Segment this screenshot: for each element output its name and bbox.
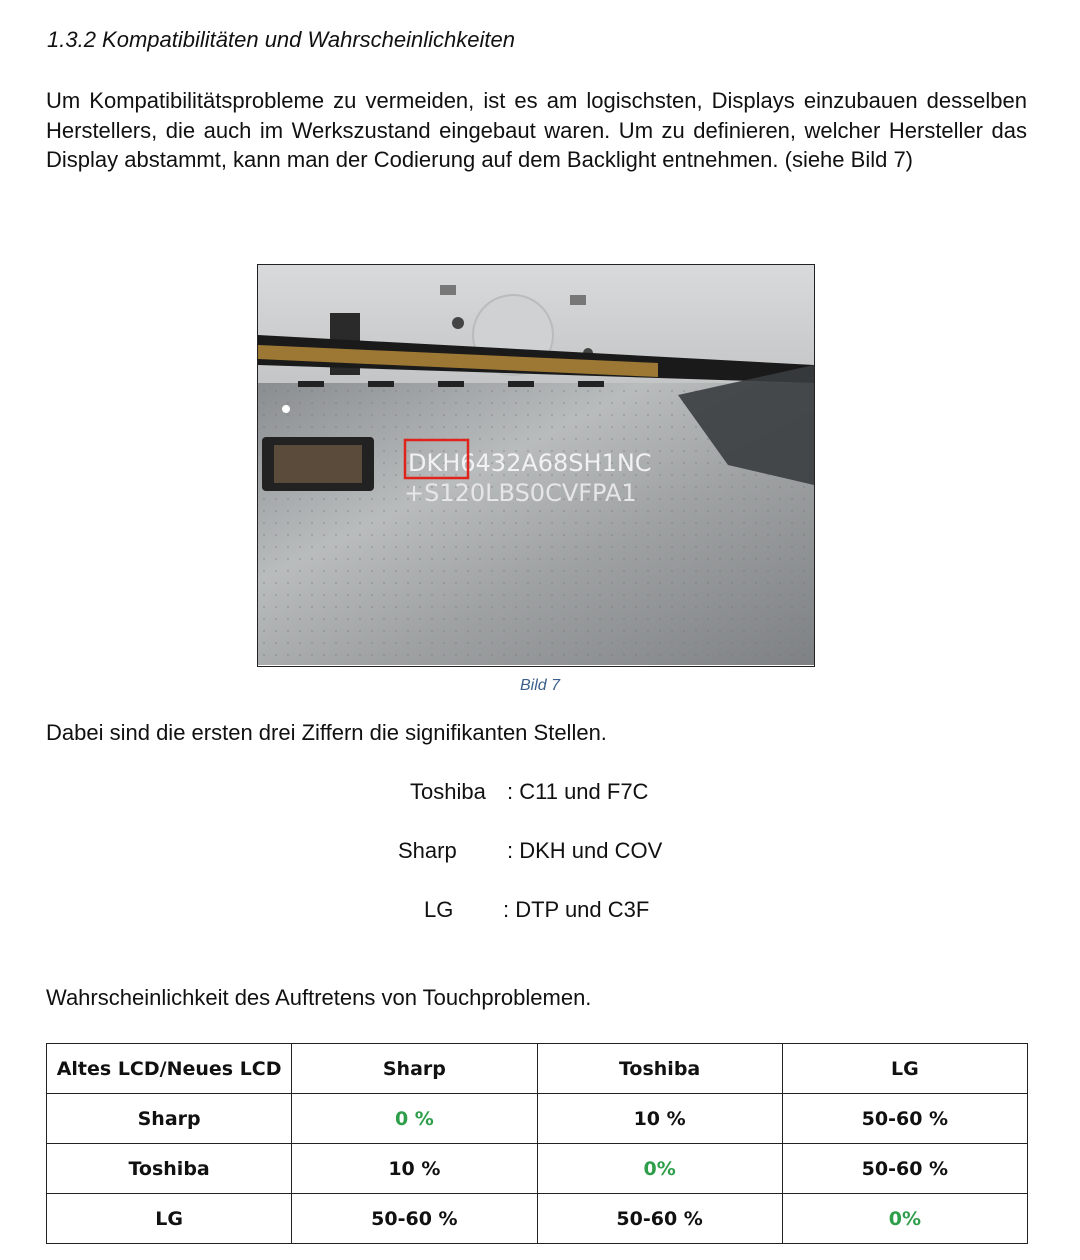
probability-table <box>46 1043 1028 1244</box>
table-cell: 50-60 % <box>537 1194 782 1244</box>
intro-paragraph: Um Kompatibilitätsprobleme zu vermeiden, ist es am logischsten, Displays einzubauen desselben Herstellers, die auch im Werkszustand eingebaut waren. Um zu definieren, welcher Hersteller das Display abstammt, kann man der Codierung auf dem Backlight entnehmen. (siehe Bild 7) <box>46 88 1027 172</box>
table-header-cell: Sharp <box>292 1044 537 1094</box>
probability-title: Wahrscheinlichkeit des Auftretens von Touchproblemen. <box>46 985 592 1010</box>
table-header-cell: Altes LCD/Neues LCD <box>47 1044 292 1094</box>
table-header-cell: LG <box>782 1044 1027 1094</box>
table-cell: 0% <box>537 1144 782 1194</box>
figure-caption: Bild 7 <box>519 677 561 694</box>
table-row-label: LG <box>47 1194 292 1244</box>
table-row-label: Toshiba <box>47 1144 292 1194</box>
table-header-cell: Toshiba <box>537 1044 782 1094</box>
table-header-row <box>47 1044 1028 1094</box>
table-cell: 10 % <box>537 1094 782 1144</box>
table-cell: 50-60 % <box>782 1094 1027 1144</box>
table-row <box>47 1094 1028 1144</box>
table-cell: 50-60 % <box>782 1144 1027 1194</box>
table-row-label: Sharp <box>47 1094 292 1144</box>
manufacturer-name: Toshiba <box>410 779 486 804</box>
table-row <box>47 1144 1028 1194</box>
manufacturer-codes: : DKH und COV <box>507 838 663 863</box>
table-cell: 0% <box>782 1194 1027 1244</box>
significance-sentence: Dabei sind die ersten drei Ziffern die signifikanten Stellen. <box>46 720 607 745</box>
manufacturer-name: LG <box>424 897 454 922</box>
table-cell: 0 % <box>292 1094 537 1144</box>
code-line-2: +S120LBS0CVFPA1 <box>404 479 637 507</box>
table-cell: 50-60 % <box>292 1194 537 1244</box>
backlight-photo <box>257 264 815 667</box>
code-line-1: DKH6432A68SH1NC <box>408 449 652 477</box>
manufacturer-name: Sharp <box>398 838 457 863</box>
table-cell: 10 % <box>292 1144 537 1194</box>
table-row <box>47 1194 1028 1244</box>
section-heading: 1.3.2 Kompatibilitäten und Wahrscheinlichkeiten <box>47 27 515 52</box>
manufacturer-codes: : C11 und F7C <box>507 779 649 804</box>
manufacturer-codes: : DTP und C3F <box>503 897 650 922</box>
